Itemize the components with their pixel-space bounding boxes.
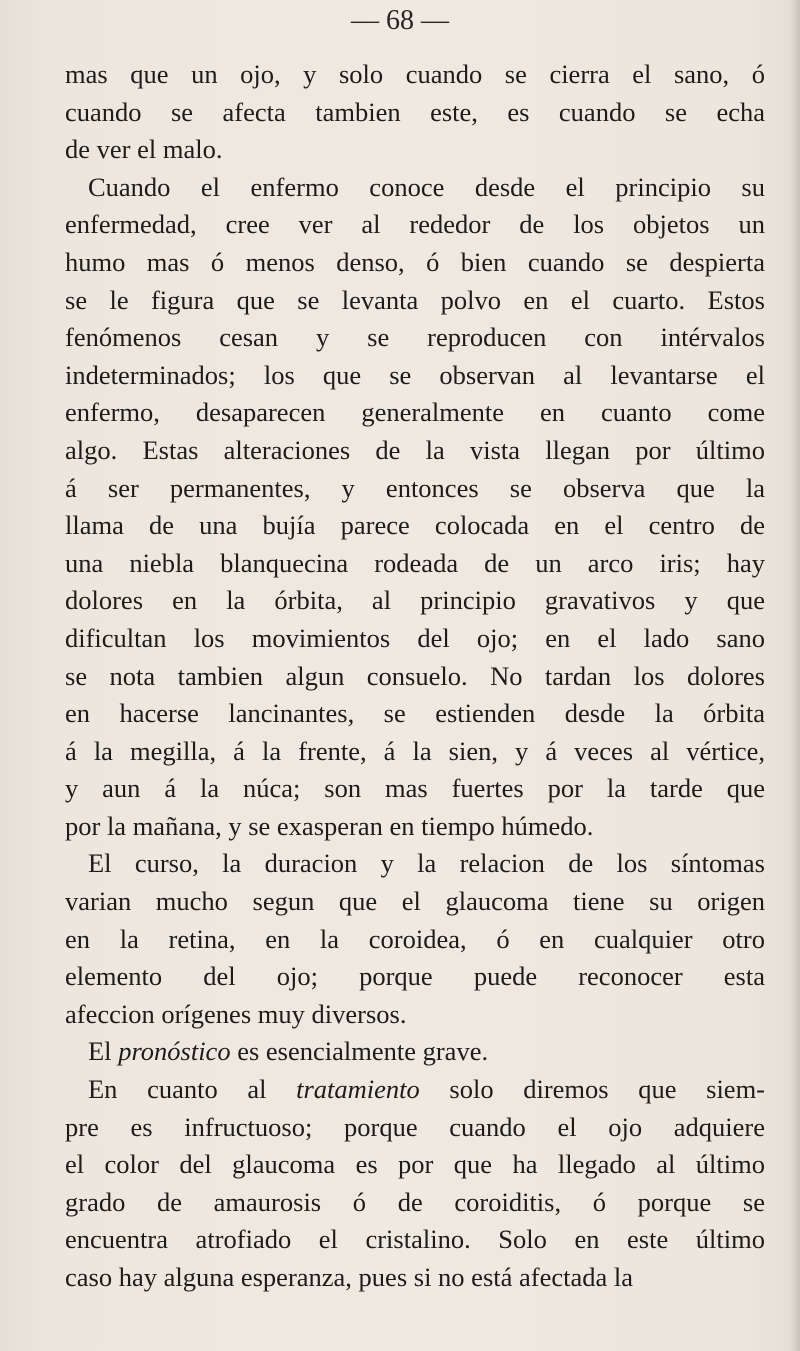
text-line: y aun á la núca; son mas fuertes por la tarde que [65, 773, 765, 804]
text-line [65, 1033, 765, 1071]
text-line: mas que un ojo, y solo cuando se cierra el sano, ó [65, 59, 765, 89]
text-line: elemento del ojo; porque puede reconocer esta [65, 961, 765, 992]
prognosis-lead: El [88, 1036, 119, 1067]
text-line: el color del glaucoma es por que ha llegado al último [65, 1149, 765, 1180]
text-line: fenómenos cesan y se reproducen con intérvalos [65, 322, 765, 353]
paragraph-course [65, 845, 765, 1033]
treatment-term: tratamiento [296, 1074, 420, 1105]
page-number: — 68 — [351, 5, 449, 36]
text-line: pre es infructuoso; porque cuando el ojo adquiere [65, 1111, 765, 1142]
paragraph-prognosis [65, 1033, 765, 1071]
treatment-lead: En cuanto al [88, 1074, 297, 1105]
text-line: Cuando el enfermo conoce desde el principio su [88, 171, 765, 202]
text-line: llama de una bujía parece colocada en el centro de [65, 510, 765, 541]
prognosis-rest: es esencialmente grave. [230, 1036, 489, 1067]
text-line: dificultan los movimientos del ojo; en el lado sano [65, 622, 765, 653]
body-text [65, 56, 765, 1297]
text-line: varian mucho segun que el glaucoma tiene su origen [65, 886, 765, 917]
text-line: cuando se afecta tambien este, es cuando se echa [65, 96, 765, 127]
text-line: encuentra atrofiado el cristalino. Solo en este último [65, 1224, 765, 1255]
paragraph-symptoms [65, 169, 765, 846]
text-line: de ver el malo. [65, 134, 223, 165]
text-line: á ser permanentes, y entonces se observa que la [65, 472, 765, 503]
text-line: caso hay alguna esperanza, pues si no está afectada la [65, 1262, 634, 1292]
text-line: enfermedad, cree ver al rededor de los objetos un [65, 209, 765, 240]
paragraph-continuation [65, 56, 765, 169]
text-line: afeccion orígenes muy diversos. [65, 998, 407, 1029]
text-line: humo mas ó menos denso, ó bien cuando se despierta [65, 246, 765, 277]
text-line [65, 1071, 765, 1109]
text-line: una niebla blanquecina rodeada de un arco iris; hay [65, 547, 765, 578]
text-line: enfermo, desaparecen generalmente en cuanto come [65, 397, 765, 428]
text-line: dolores en la órbita, al principio gravativos y que [65, 585, 765, 616]
text-line: se le figura que se levanta polvo en el cuarto. Estos [65, 284, 765, 315]
text-line: por la mañana, y se exasperan en tiempo húmedo. [65, 810, 594, 841]
prognosis-term: pronóstico [118, 1036, 231, 1067]
text-line: algo. Estas alteraciones de la vista llegan por último [65, 434, 765, 465]
text-line: en la retina, en la coroidea, ó en cualquier otro [65, 923, 765, 954]
text-line: á la megilla, á la frente, á la sien, y á veces al vértice, [65, 735, 765, 766]
text-line: se nota tambien algun consuelo. No tardan los dolores [65, 660, 765, 691]
text-line: en hacerse lancinantes, se estienden desde la órbita [65, 698, 765, 729]
page-edge-shadow [790, 0, 800, 1351]
treatment-rest: solo diremos que siem- [419, 1074, 766, 1105]
text-line: El curso, la duracion y la relacion de los síntomas [88, 848, 765, 879]
text-line: grado de amaurosis ó de coroiditis, ó porque se [65, 1186, 765, 1217]
paragraph-treatment [65, 1071, 765, 1297]
text-line: indeterminados; los que se observan al levantarse el [65, 359, 765, 390]
